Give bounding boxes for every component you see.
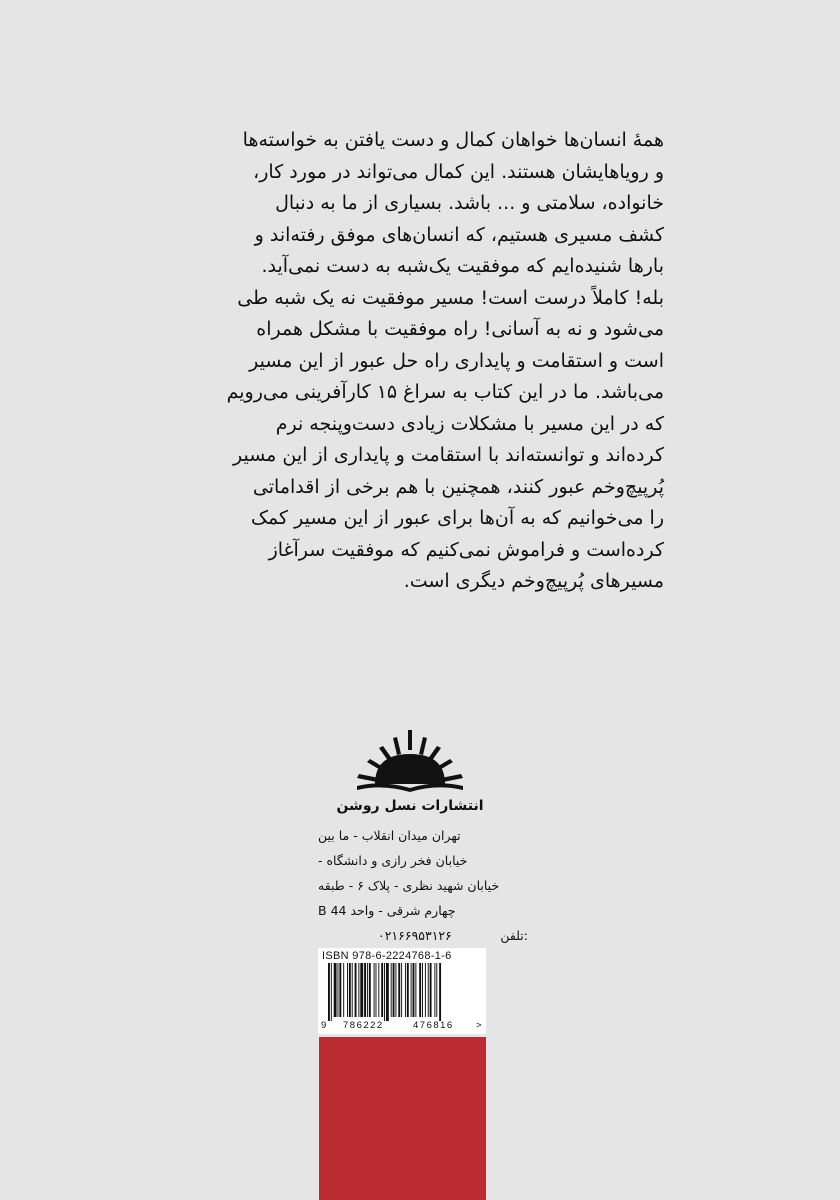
barcode-bar xyxy=(430,963,432,1017)
barcode-bars xyxy=(324,963,480,1021)
isbn-label: ISBN 978-6-2224768-1-6 xyxy=(322,950,452,962)
phone-line xyxy=(378,923,528,948)
barcode-digit-left: 9 xyxy=(321,1020,327,1031)
barcode-bar xyxy=(376,963,377,1017)
blurb-line: همهٔ انسان‌ها خواهان کمال و دست یافتن به خواسته‌ها xyxy=(242,129,664,151)
address-line: خیابان فخر رازی و دانشگاه - xyxy=(318,853,468,868)
barcode-bar xyxy=(425,963,426,1017)
address-line: تهران میدان انقلاب - ما بین xyxy=(318,828,461,843)
barcode-bar xyxy=(334,963,337,1017)
publisher-name: انتشارات نسل روشن xyxy=(336,798,484,814)
isbn-barcode xyxy=(318,948,486,1034)
barcode-bar xyxy=(384,963,385,1021)
phone-label: تلفن: xyxy=(500,928,528,943)
barcode-bar xyxy=(391,963,392,1017)
barcode-bar xyxy=(355,963,357,1017)
barcode-bar xyxy=(338,963,339,1017)
blurb-line: را می‌خوانیم که به آن‌ها برای عبور از این مسیر کمک xyxy=(251,507,664,529)
barcode-bar xyxy=(331,963,332,1021)
blurb-line: می‌شود و نه به آسانی! راه موفقیت با مشکل همراه xyxy=(256,318,664,340)
barcode-bar xyxy=(436,963,437,1017)
publisher-logo xyxy=(335,728,485,823)
address-line: چهارم شرقی - واحد 44 B xyxy=(318,903,456,918)
blurb-line: خانواده، سلامتی و ... باشد. بسیاری از ما به دنبال xyxy=(275,192,664,214)
barcode-bar xyxy=(419,963,421,1017)
blurb-line: مسیرهای پُرپیچ‌وخم دیگری است. xyxy=(403,570,664,592)
blurb-line: می‌باشد. ما در این کتاب به سراغ ۱۵ کارآفرینی می‌رویم xyxy=(226,381,664,403)
barcode-bar xyxy=(349,963,351,1017)
barcode-bar xyxy=(374,963,375,1017)
barcode-bar xyxy=(347,963,348,1017)
blurb-line: کشف مسیری هستیم، که انسان‌های موفق رفته‌اند و xyxy=(254,223,664,246)
barcode-bar xyxy=(398,963,400,1017)
barcode-bar xyxy=(401,963,402,1017)
blurb-line: بله! کاملاً درست است! مسیر موفقیت نه یک شبه طی xyxy=(237,286,664,309)
barcode-quiet-mark: > xyxy=(476,1020,482,1031)
barcode-bar xyxy=(415,963,416,1017)
barcode-bar xyxy=(407,963,409,1017)
barcode-bar xyxy=(360,963,363,1017)
blurb-line: کرده‌اند و توانسته‌اند با استقامت و پایداری از این مسیر xyxy=(232,444,664,466)
barcode-bar xyxy=(405,963,406,1017)
barcode-digits-right: 476816 xyxy=(413,1020,454,1031)
blurb-line: و رویاهایشان هستند. این کمال می‌تواند در مورد کار، xyxy=(253,160,664,183)
barcode-bar xyxy=(364,963,366,1017)
barcode-bar xyxy=(343,963,344,1017)
barcode-bar xyxy=(439,963,441,1021)
barcode-bar xyxy=(411,963,412,1017)
barcode-bar xyxy=(428,963,429,1017)
barcode-bar xyxy=(413,963,415,1017)
barcode-digits-mid: 786222 xyxy=(343,1020,384,1031)
barcode-bar xyxy=(339,963,341,1017)
barcode-bar xyxy=(378,963,379,1017)
red-accent-block xyxy=(319,1037,486,1200)
barcode-bar xyxy=(367,963,368,1017)
barcode-bar xyxy=(358,963,359,1017)
blurb-line: کرده‌است و فراموش نمی‌کنیم که موفقیت سرآغاز xyxy=(268,538,664,561)
blurb-line: بارها شنیده‌ایم که موفقیت یک‌شبه به دست نمی‌آید. xyxy=(261,255,664,277)
blurb-line: است و استقامت و پایداری راه حل عبور از این مسیر xyxy=(249,349,664,372)
barcode-bar xyxy=(395,963,396,1017)
publisher-address xyxy=(318,823,528,948)
barcode-bar xyxy=(381,963,383,1017)
phone-number: ۰۲۱۶۶۹۵۳۱۲۶ xyxy=(378,928,452,943)
barcode-bar xyxy=(386,963,389,1021)
barcode-bar xyxy=(434,963,435,1017)
barcode-bar xyxy=(393,963,395,1017)
barcode-bar xyxy=(328,963,330,1021)
barcode-bar xyxy=(422,963,423,1017)
sunrise-book-icon xyxy=(335,728,485,798)
back-cover-blurb xyxy=(176,125,664,598)
address-line: خیابان شهید نظری - پلاک ۶ - طبقه xyxy=(318,878,500,893)
blurb-line: که در این مسیر با مشکلات زیادی دست‌وپنجه نرم xyxy=(275,412,664,435)
barcode-bar xyxy=(352,963,353,1017)
barcode-bar xyxy=(369,963,371,1017)
blurb-line: پُرپیچ‌وخم عبور کنند، همچنین با هم برخی از اقداماتی xyxy=(252,475,664,498)
